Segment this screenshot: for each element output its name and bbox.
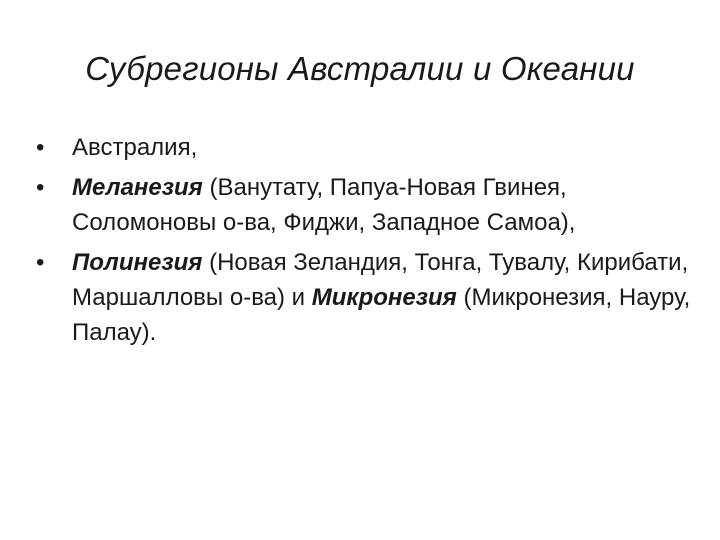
region-term-polynesia: Полинезия: [72, 249, 203, 276]
bullet-item-polynesia-micronesia: [36, 245, 696, 350]
bullet-dot-icon: •: [36, 249, 45, 276]
bullet-text: (Новая Зеландия, Тонга, Тувалу, Кирибати, Маршалловы о-ва) и: [72, 249, 689, 311]
bullet-text: Австралия,: [72, 134, 198, 161]
bullet-text-2: (Микронезия, Науру, Палау).: [72, 284, 691, 346]
slide-title: Субрегионы Австралии и Океании: [85, 50, 635, 87]
region-term-micronesia: Микронезия: [311, 284, 457, 311]
bullet-dot-icon: •: [36, 134, 45, 161]
bullet-list: [36, 130, 696, 355]
bullet-item-australia: [36, 130, 696, 165]
region-term-melanesia: Меланезия: [72, 174, 203, 201]
bullet-text: (Ванутату, Папуа-Новая Гвинея, Соломоновы о-ва, Фиджи, Западное Самоа),: [72, 174, 576, 236]
bullet-dot-icon: •: [36, 174, 45, 201]
bullet-item-melanesia: [36, 170, 696, 240]
